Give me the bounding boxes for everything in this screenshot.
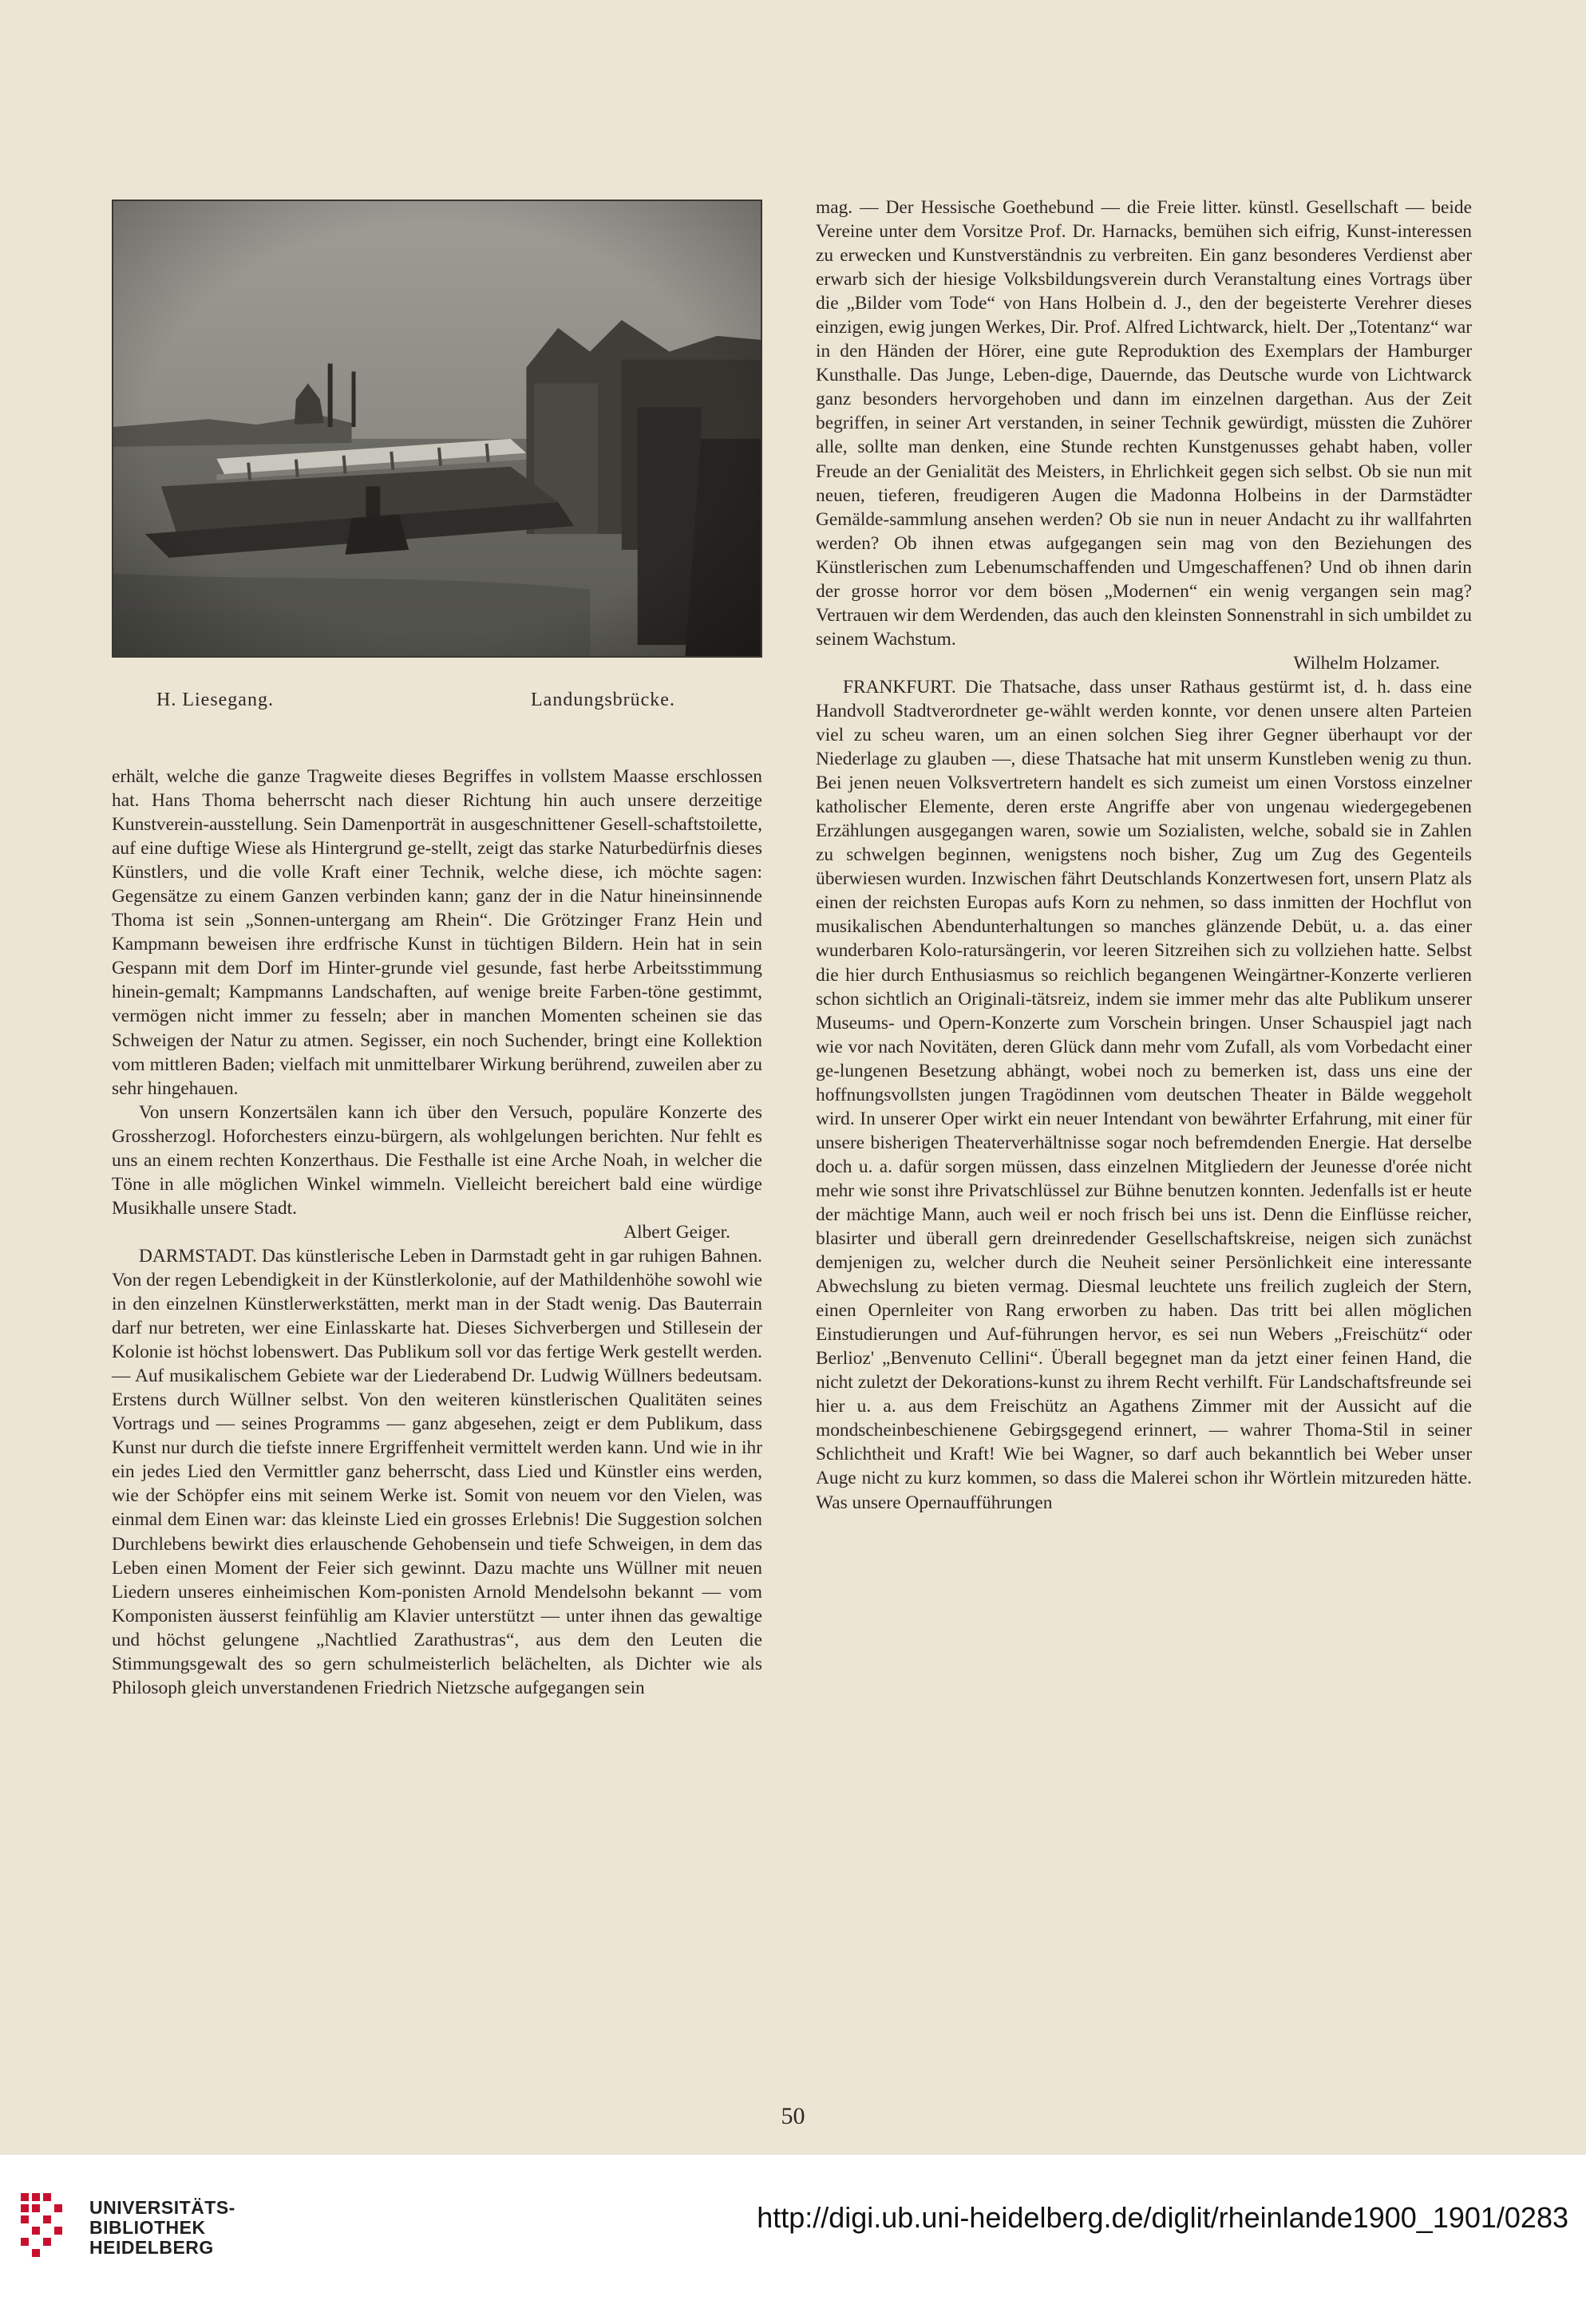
signature-geiger: Albert Geiger. xyxy=(623,1221,730,1243)
right-column xyxy=(816,196,1472,1515)
caption-artist: H. Liesegang. xyxy=(156,690,274,710)
library-name-line2: BIBLIOTHEK xyxy=(89,2217,206,2238)
university-library-logo-icon xyxy=(18,2187,73,2267)
figure-caption xyxy=(112,686,762,713)
landscape-illustration xyxy=(112,200,762,658)
signature-holzamer: Wilhelm Holzamer. xyxy=(1293,652,1440,674)
paragraph-concerts: Von unsern Konzertsälen kann ich über den Versuch, populäre Konzerte des Grossherzogl. Hoforchesters einzu-bürgern, als wohlgelungen berichten. Nur fehlt es uns an einem rechten Konzerthaus. Die Festhalle ist eine Arche Noah, in welcher die Töne in alle möglichen Winkel wimmeln. Vielleicht bereichert bald eine würdige Musikhalle unsere Stadt. xyxy=(112,1101,762,1219)
harbor-painting xyxy=(113,201,761,656)
left-column xyxy=(112,765,762,1700)
caption-title: Landungsbrücke. xyxy=(531,690,675,710)
paragraph-darmstadt: DARMSTADT. Das künstlerische Leben in Darmstadt geht in gar ruhigen Bahnen. Von der regen Lebendigkeit in der Künstlerkolonie, auf der Mathildenhöhe sowohl wie in den einzelnen Künstlerwerkstätten, merkt man in der Stadt wenig. Das Bauterrain darf nur betreten, wer eine Einlasskarte hat. Dieses Sichverbergen und Stillesein der Kolonie ist höchst lobenswert. Das Publikum soll vor das fertige Werk gestellt werden. — Auf musikalischem Gebiete war der Liederabend Dr. Ludwig Wüllners bedeutsam. Erstens durch Wüllner selbst. Von den weiteren künstlerischen Qualitäten seines Vortrags und — seines Programms — ganz abgesehen, zeigt er dem Publikum, dass Kunst nur durch die tiefste innere Ergriffenheit vermittelt werden kann. Und wie in ihr ein jedes Lied den Vermittler ganz beherrscht, dass Lied und Künstler eins werden, wie der Schöpfer eins mit seinem Werke ist. Somit von neuem vor den Vielen, was einmal dem Einen war: das kleinste Lied ein grosses Erlebnis! Die Suggestion solchen Durchlebens bewirkt dies erlauschende Gehobensein und tiefe Schweigen, in dem das Leben einen Moment der Feier sich gewinnt. Dazu machte uns Wüllner mit neuen Liedern unseres einheimischen Kom-ponisten Arnold Mendelsohn bekannt — vom Komponisten äusserst feinfühlig am Klavier unterstützt — unter ihnen das gewaltige und höchst gelungene „Nachtlied Zarathustras“, aus dem den Leuten die Stimmungsgewalt des so gern schulmeisterlich belächelten, als Dichter wie als Philosoph gleich unverstandenen Friedrich Nietzsche aufgegangen sein xyxy=(112,1245,762,1698)
permalink-url[interactable]: http://digi.ub.uni-heidelberg.de/diglit/rheinlande1900_1901/0283 xyxy=(757,2201,1568,2234)
library-name-line1: UNIVERSITÄTS- xyxy=(89,2197,235,2218)
page-number: 50 xyxy=(781,2103,805,2129)
paragraph-karlsruhe-art: erhält, welche die ganze Tragweite dieses Begriffes in vollstem Maasse erschlossen hat. Hans Thoma beherrscht nach dieser Richtung hin auch unsere derzeitige Kunstverein-ausstellung. Sein Damenporträt in ausgeschnittener Gesell-schaftstoilette, auf eine duftige Wiese als Hintergrund ge-stellt, zeigt das starke Naturbedürfnis dieses Künstlers, und die volle Kraft einer Technik, welche diese, ich möchte sagen: Gegensätze zu einem Ganzen verbinden kann; ganz der in die Natur hineinsinnende Thoma ist sein „Sonnen-untergang am Rhein“. Die Grötzinger Franz Hein und Kampmann beweisen ihre erdfrische Kunst in tüchtigen Bildern. Hein hat in sein Gespann mit dem Dorf im Hinter-grunde viel gesunde, fast herbe Arbeitsstimmung hinein-gemalt; Kampmanns Landschaften, auf wenige breite Farben-töne gestimmt, vermögen nicht immer zu fesseln; aber in manchen Momenten scheinen sie das Schweigen der Natur zu atmen. Segisser, ein noch Suchender, bringt eine Kollektion vom mittleren Baden; vielfach mit unmittelbarer Wirkung berührend, zuweilen aber zu sehr hingehauen. xyxy=(112,766,762,1099)
paragraph-frankfurt: FRANKFURT. Die Thatsache, dass unser Rathaus gestürmt ist, d. h. dass eine Handvoll Stadtverordneter ge-wählt werden konnte, vor denen unsere alten Parteien viel zu scheu waren, um an einen solchen Sieg ihrer Gegner überhaupt vor der Niederlage zu glauben —, diese Thatsache hat mit unserm Kunstleben wenig zu thun. Bei jenen neuen Volksvertretern handelt es sich zumeist um einen Vorstoss einzelner katholischer Elemente, deren erste Angriffe aber von ungenau wiedergegebenen Erzählungen ausgegangen waren, sowie um Sozialisten, welche, sobald sie in Zahlen zu schwelgen beginnen, wenigstens noch bisher, Zug um Zug des Gegenteils überwiesen wurden. Inzwischen fährt Deutschlands Konzertwesen fort, unsern Platz als einen der reichsten Europas aufs Korn zu nehmen, so dass inmitten der Hochflut von musikalischen Abendunterhaltungen so manches glänzende Debüt, u. a. das einer wunderbaren Kolo-ratursängerin, vor leeren Sitzreihen sich zu vollziehen hatte. Selbst die hier durch Enthusiasmus so reichlich begangenen Weingärtner-Konzerte verlieren schon sichtlich an Originali-tätsreiz, indem sie immer mehr das alte Publikum unserer Museums- und Opern-Konzerte zum Vorschein bringen. Unser Schauspiel jagt nach wie vor nach Novitäten, deren Glück dann mehr vom Zufall, als vom Vorbedacht einer ge-lungenen Besetzung abhängt, wobei noch zu bemerken ist, dass uns eine der hoffnungsvollsten jungen Tragödinnen vom deutschen Theater in Bälde weggeholt wird. In unserer Oper wirkt ein neuer Intendant von bewährter Erfahrung, mit einer für unsere bisherigen Theaterverhältnisse sogar noch befremdenden Energie. Hat derselbe doch u. a. dafür sorgen müssen, dass einzelnen Mitgliedern der Jeunesse d'orée nicht mehr wie sonst ihre Privatschlüssel zur Bühne benutzen konnten. Jedenfalls ist er heute der mächtige Mann, auch weil er noch frisch bei uns ist. Denn die Einflüsse reicher, blasirter und überall gern dreinredender Gesellschaftskreise, neigen sich zunächst demjenigen zu, welcher durch die Neuheit seiner Persönlichkeit eine interessante Abwechslung zu bieten vermag. Diesmal leuchtete uns freilich zugleich der Stern, einen Opernleiter von Rang erworben zu haben. Das tritt bei allen möglichen Einstudierungen und Auf-führungen hervor, es sei nun Webers „Freischütz“ oder Berlioz' „Benvenuto Cellini“. Überall begegnet man da jetzt einer feinen Hand, die nicht zuletzt der Dekorations-kunst zu ihrem Recht verhilft. Für Landschaftsfreunde sei hier u. a. aus dem Freischütz an Agathens Zimmer mit der Aussicht auf die mondscheinbeschienene Gebirgsgegend erinnert, — wahrer Thoma-Stil in seiner Schlichtheit und Kraft! Wie bei Wagner, so darf auch bekanntlich bei Weber unser Auge nicht zu kurz kommen, so dass die Malerei schon ihr Wörtlein mitzureden hätte. Was unsere Opernaufführungen xyxy=(816,676,1472,1513)
library-name-line3: HEIDELBERG xyxy=(89,2237,214,2258)
library-name xyxy=(89,2198,297,2258)
paragraph-goethebund: mag. — Der Hessische Goethebund — die Freie litter. künstl. Gesellschaft — beide Vereine unter dem Vorsitze Prof. Dr. Harnacks, bemühen sich eifrig, Kunst-interessen zu erwecken und Kunstverständnis zu verbreiten. Ein ganz besonderes Verdienst aber erwarb sich der hiesige Volksbildungsverein durch Veranstaltung eines Vortrags über die „Bilder vom Tode“ von Hans Holbein d. J., den der begeisterte Verehrer dieses einzigen, ewig jungen Werkes, Dir. Prof. Alfred Lichtwarck, hielt. Der „Totentanz“ war in den Händen der Hörer, eine gute Reproduktion des Exemplars der Hamburger Kunsthalle. Das Junge, Leben-dige, Dauernde, das Deutsche wurde von Lichtwarck ganz besonders hervorgehoben und dann im einzelnen dargethan. Aus der Zeit begriffen, in seiner Art verstanden, in seiner Technik gewürdigt, müssten die Zuhörer alle, sollte man denken, eine Stunde rechten Kunstgenusses gehabt haben, voller Freude an der Genialität des Meisters, in Ehrlichkeit gegen sich selbst. Ob sie nun mit neuen, tieferen, freudigeren Augen die Madonna Holbeins in der Darmstädter Gemälde-sammlung ansehen werden? Ob sie nun in neuer Andacht zu ihr wallfahrten werden? Ob ihnen etwas aufgegangen sein mag von den Beziehungen des Künstlerischen zum Lebenumschaffenden und Umgeschaffenen? Und ob ihnen darin der grosse horror vor dem bösen „Modernen“ ein wenig vergangen sein mag? Vertrauen wir dem Werdenden, das auch den kleinsten Sonnenstrahl in sich umbildet zu seinem Wachstum. xyxy=(816,197,1472,650)
digitization-footer xyxy=(0,2155,1586,2324)
